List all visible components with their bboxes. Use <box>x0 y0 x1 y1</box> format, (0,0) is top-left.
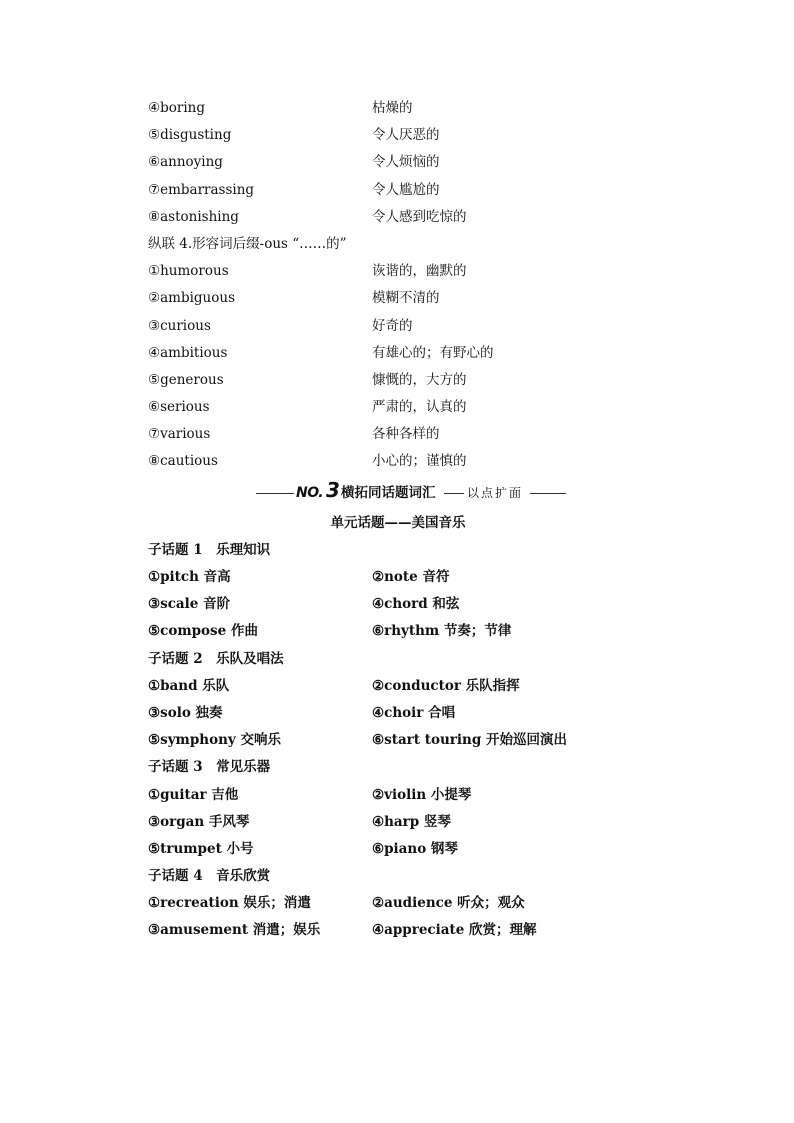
vocab-row <box>148 258 648 285</box>
vocab-item: ②violin 小提琴 <box>372 786 472 803</box>
vocab-row <box>148 149 648 176</box>
chinese-meaning: 有雄心的；有野心的 <box>372 344 494 361</box>
vocab-row <box>148 177 648 204</box>
chinese-meaning: 令人厌恶的 <box>372 127 440 144</box>
subtopic-1 <box>148 537 648 646</box>
vocab-item: ③amusement 消遣；娱乐 <box>148 922 321 939</box>
subtopic-heading: 子话题 1 乐理知识 <box>148 541 271 558</box>
chinese-meaning: 慷慨的，大方的 <box>372 371 467 388</box>
adjective-list-ing <box>148 95 648 231</box>
subtopic-3 <box>148 754 648 863</box>
vocab-row <box>148 421 648 448</box>
chinese-meaning: 令人感到吃惊的 <box>372 208 467 225</box>
subtopic-heading: 子话题 2 乐队及唱法 <box>148 650 284 667</box>
vocab-row <box>148 809 648 836</box>
chinese-meaning: 好奇的 <box>372 317 413 334</box>
vocab-row <box>148 367 648 394</box>
vocab-item: ⑤symphony 交响乐 <box>148 732 281 749</box>
vocab-item: ①recreation 娱乐；消遣 <box>148 895 311 912</box>
english-word: ⑧cautious <box>148 453 218 470</box>
english-word: ⑦embarrassing <box>148 181 255 198</box>
subtopic-heading: 子话题 3 常见乐器 <box>148 759 271 776</box>
english-word: ⑥serious <box>148 399 210 416</box>
banner-rule-left <box>256 493 294 494</box>
english-word: ③curious <box>148 317 211 334</box>
banner-rule-right <box>530 493 566 494</box>
vocab-row <box>148 95 648 122</box>
vocab-row <box>148 727 648 754</box>
vocab-row <box>148 782 648 809</box>
vocab-row <box>148 618 648 645</box>
vocab-row <box>148 890 648 917</box>
vocab-item: ⑤trumpet 小号 <box>148 840 254 857</box>
chinese-meaning: 枯燥的 <box>372 100 413 116</box>
vocab-row <box>148 700 648 727</box>
english-word: ⑦various <box>148 426 211 443</box>
chinese-meaning: 令人烦恼的 <box>372 154 440 171</box>
section-banner <box>148 476 648 510</box>
vocab-row <box>148 122 648 149</box>
vocab-item: ③solo 独奏 <box>148 704 223 721</box>
vocab-item: ③scale 音阶 <box>148 596 231 613</box>
vocab-row <box>148 204 648 231</box>
vocab-item: ④appreciate 欣赏；理解 <box>372 922 537 939</box>
section-heading-ous: 纵联 4.形容词后缀-ous “……的” <box>148 235 347 252</box>
vocab-item: ⑥rhythm 节奏；节律 <box>372 623 512 640</box>
vocab-item: ⑥start touring 开始巡回演出 <box>372 732 567 749</box>
vocab-item: ⑤compose 作曲 <box>148 623 258 640</box>
subtopic-4 <box>148 863 648 945</box>
english-word: ⑤disgusting <box>148 127 232 144</box>
banner-no-label: NO. <box>296 484 324 501</box>
vocab-row <box>148 285 648 312</box>
vocab-item: ②conductor 乐队指挥 <box>372 677 520 694</box>
vocab-item: ①guitar 吉他 <box>148 786 239 803</box>
chinese-meaning: 诙谐的，幽默的 <box>372 263 467 280</box>
chinese-meaning: 严肃的，认真的 <box>372 399 467 416</box>
vocab-row <box>148 917 648 944</box>
vocab-item: ⑥piano 钢琴 <box>372 840 458 857</box>
vocab-row <box>148 394 648 421</box>
vocab-row <box>148 564 648 591</box>
english-word: ④boring <box>148 100 205 116</box>
banner-title: 横拓同话题词汇 <box>341 484 436 501</box>
document-page <box>148 95 648 945</box>
vocab-item: ②note 音符 <box>372 569 450 585</box>
vocab-item: ①pitch 音高 <box>148 569 231 585</box>
vocab-row <box>148 591 648 618</box>
banner-subtitle: 以点扩面 <box>467 485 524 500</box>
unit-topic-title: 单元话题——美国音乐 <box>330 514 466 531</box>
english-word: ⑥annoying <box>148 154 223 171</box>
subtopic-2 <box>148 646 648 755</box>
chinese-meaning: 令人尴尬的 <box>372 181 440 198</box>
vocab-item: ②audience 听众；观众 <box>372 895 525 912</box>
english-word: ②ambiguous <box>148 290 235 307</box>
vocab-item: ③organ 手风琴 <box>148 813 250 830</box>
vocab-row <box>148 673 648 700</box>
vocab-row <box>148 340 648 367</box>
banner-rule-mid <box>444 493 464 494</box>
subtopic-heading: 子话题 4 音乐欣赏 <box>148 868 271 885</box>
adjective-list-ous <box>148 258 648 476</box>
vocab-item: ①band 乐队 <box>148 677 230 694</box>
english-word: ⑤generous <box>148 371 224 388</box>
english-word: ①humorous <box>148 263 229 280</box>
chinese-meaning: 小心的；谨慎的 <box>372 453 467 470</box>
chinese-meaning: 模糊不清的 <box>372 290 440 307</box>
vocab-item: ④harp 竖琴 <box>372 813 451 830</box>
english-word: ⑧astonishing <box>148 208 239 225</box>
vocab-row <box>148 836 648 863</box>
english-word: ④ambitious <box>148 344 228 361</box>
vocab-item: ④chord 和弦 <box>372 596 460 613</box>
chinese-meaning: 各种各样的 <box>372 426 440 443</box>
vocab-item: ④choir 合唱 <box>372 704 456 721</box>
vocab-row <box>148 448 648 475</box>
banner-number: 3 <box>326 477 340 502</box>
vocab-row <box>148 313 648 340</box>
